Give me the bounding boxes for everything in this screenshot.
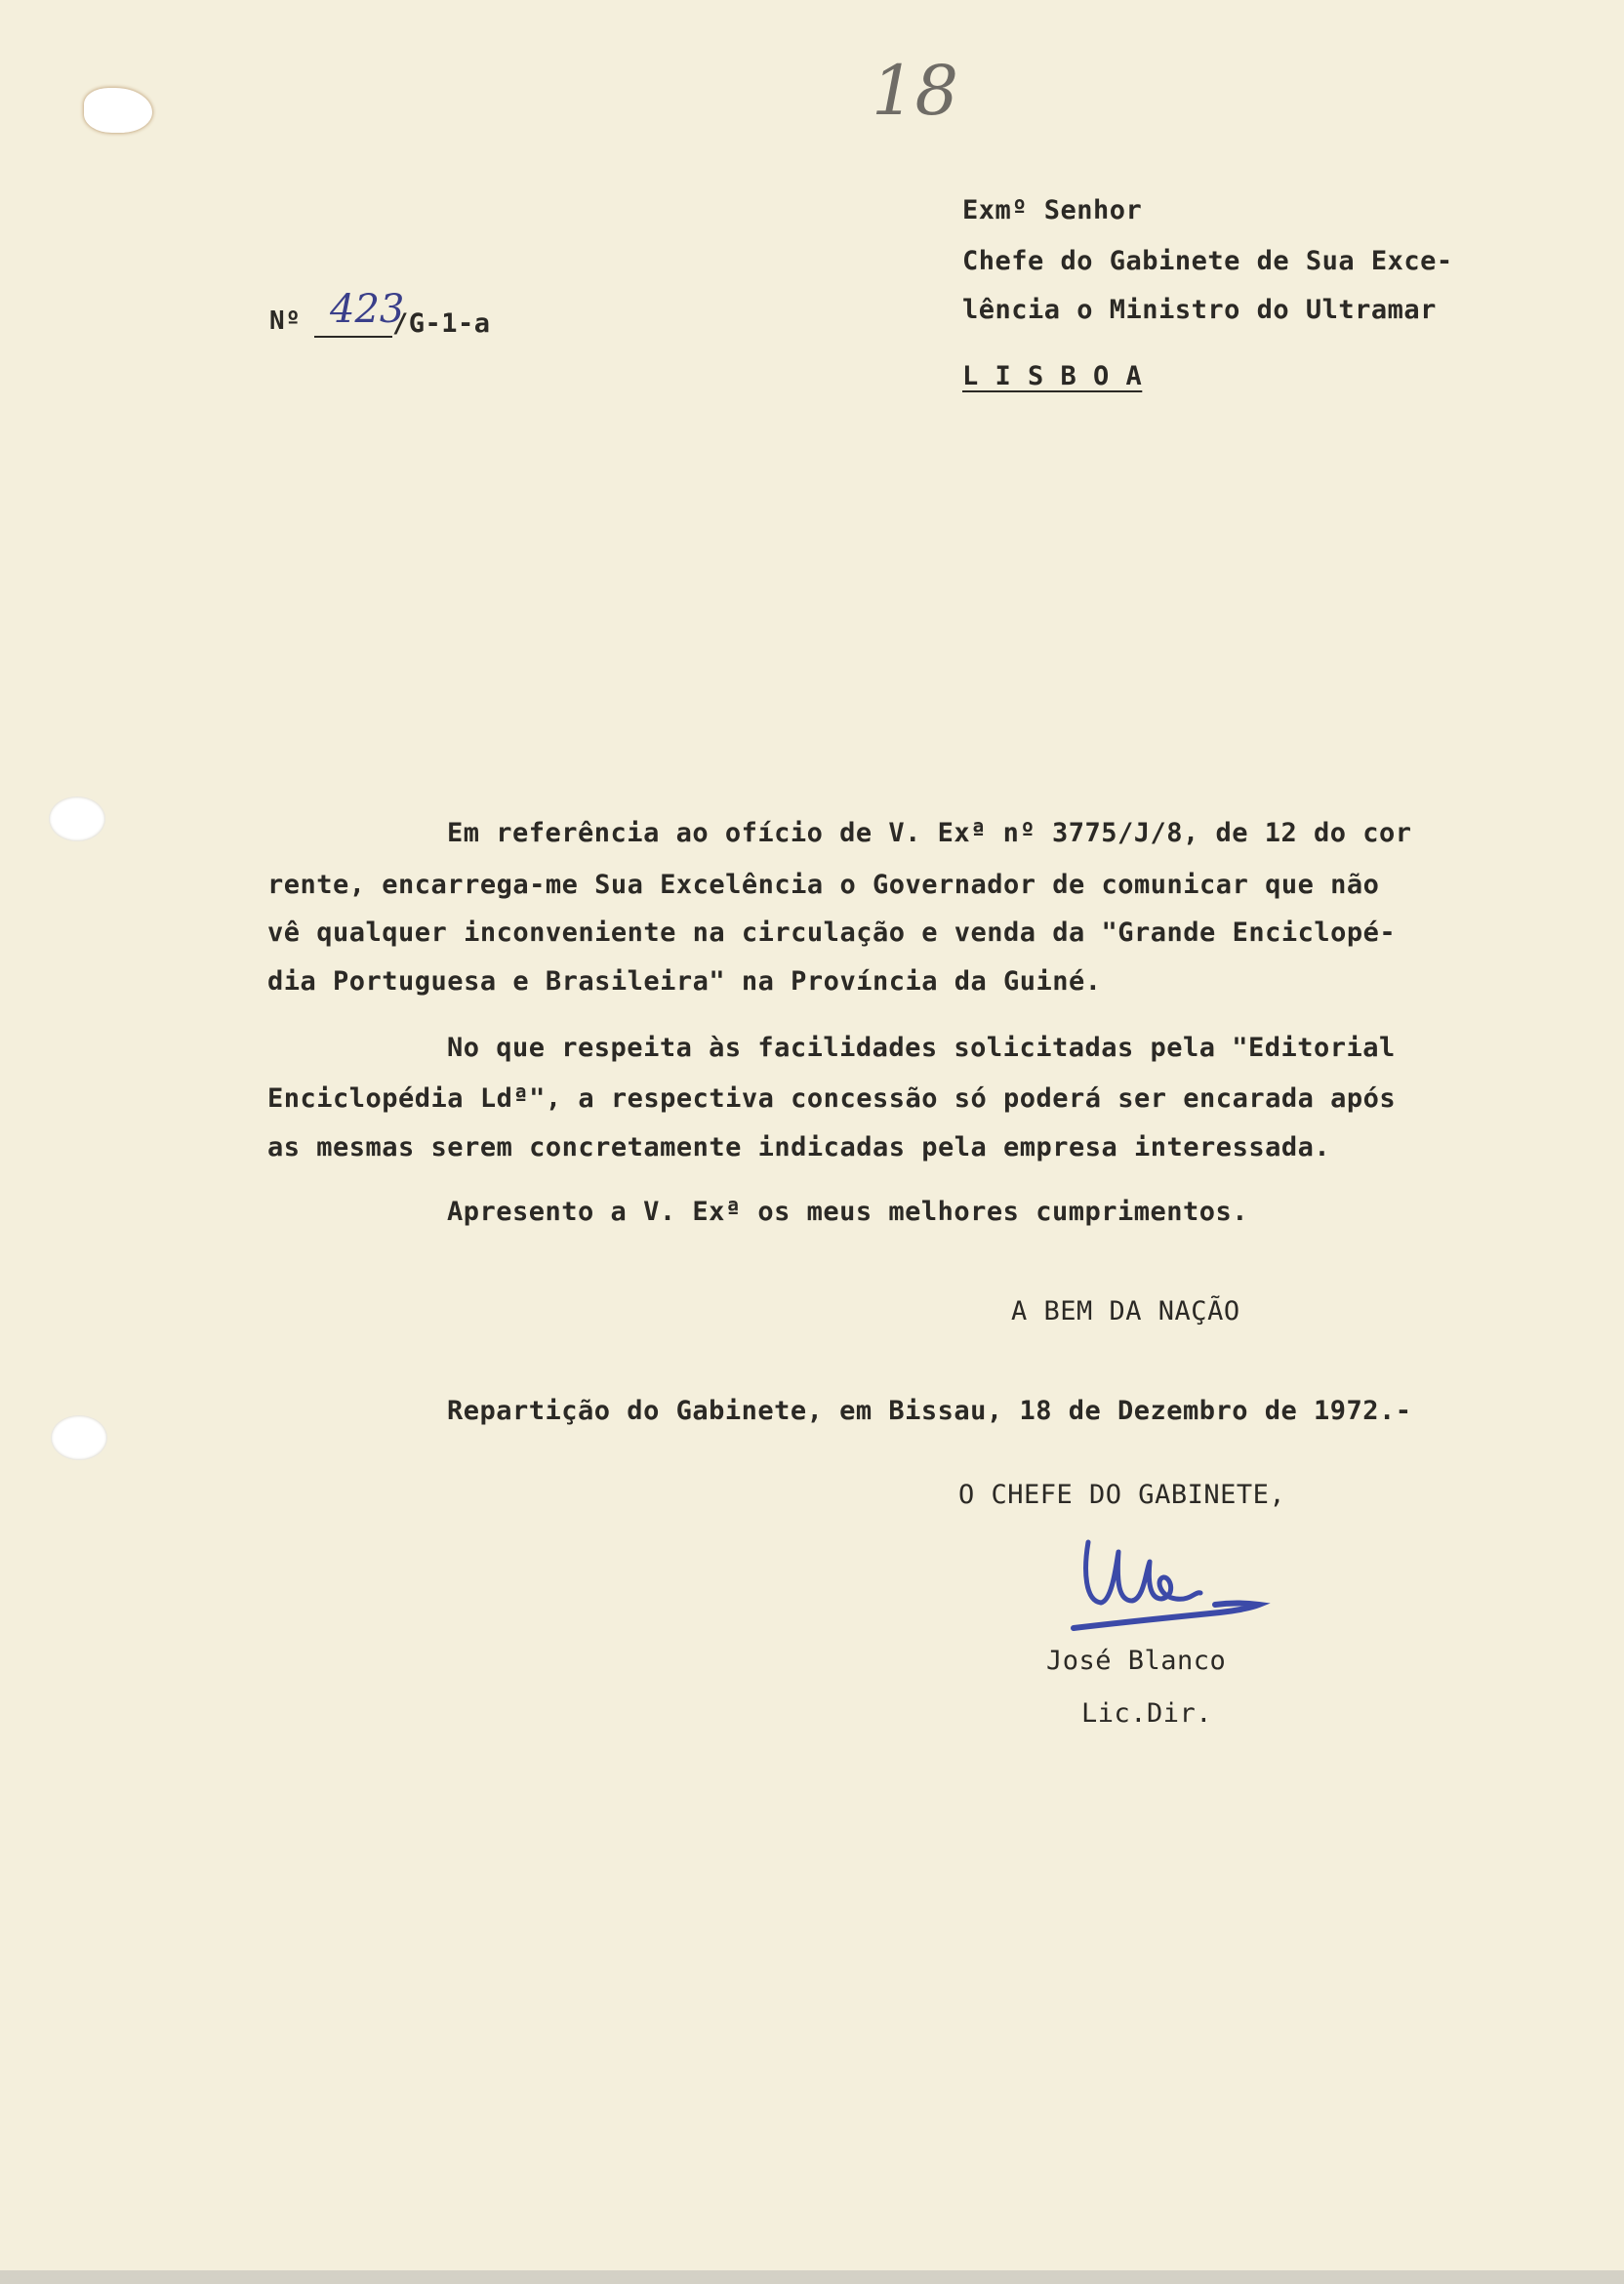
reference-suffix: /G-1-a xyxy=(392,308,491,339)
reference-underline xyxy=(314,336,392,338)
reference-prefix: Nº xyxy=(269,306,302,336)
recipient-line-3: lência o Ministro do Ultramar xyxy=(962,295,1437,325)
place-date: Repartição do Gabinete, em Bissau, 18 de Dezembro de 1972.- xyxy=(447,1396,1412,1426)
reference-handwritten-number: 423 xyxy=(330,287,405,332)
recipient-salutation: Exmº Senhor xyxy=(962,195,1143,225)
body-para3: Apresento a V. Exª os meus melhores cumprimentos. xyxy=(447,1197,1249,1227)
body-para2-line2: Enciclopédia Ldª", a respectiva concessão só poderá ser encarada após xyxy=(267,1083,1397,1114)
punch-hole-top xyxy=(49,796,105,841)
body-para1-line3: vê qualquer inconveniente na circulação e venda da "Grande Enciclopé- xyxy=(267,918,1397,948)
punch-hole-bottom xyxy=(51,1415,107,1460)
body-para2-line1: No que respeita às facilidades solicitadas pela "Editorial xyxy=(447,1033,1396,1063)
signature-title: O CHEFE DO GABINETE, xyxy=(958,1480,1286,1510)
signatory-name: José Blanco xyxy=(1046,1646,1227,1676)
page-bottom-edge xyxy=(0,2270,1624,2284)
body-para2-line3: as mesmas serem concretamente indicadas pela empresa interessada. xyxy=(267,1132,1331,1162)
body-para1-line1: Em referência ao ofício de V. Exª nº 3775/J/8, de 12 do cor xyxy=(447,818,1412,848)
paper-damage-mark xyxy=(84,88,152,133)
folio-number: 18 xyxy=(872,51,959,131)
body-para1-line4: dia Portuguesa e Brasileira" na Província da Guiné. xyxy=(267,966,1102,997)
recipient-city: L I S B O A xyxy=(962,361,1143,391)
recipient-line-2: Chefe do Gabinete de Sua Exce- xyxy=(962,246,1453,276)
closing-formula: A BEM DA NAÇÃO xyxy=(1011,1296,1240,1326)
signatory-credential: Lic.Dir. xyxy=(1081,1698,1213,1729)
body-para1-line2: rente, encarrega-me Sua Excelência o Governador de comunicar que não xyxy=(267,870,1380,900)
signature-scribble xyxy=(1035,1523,1279,1650)
